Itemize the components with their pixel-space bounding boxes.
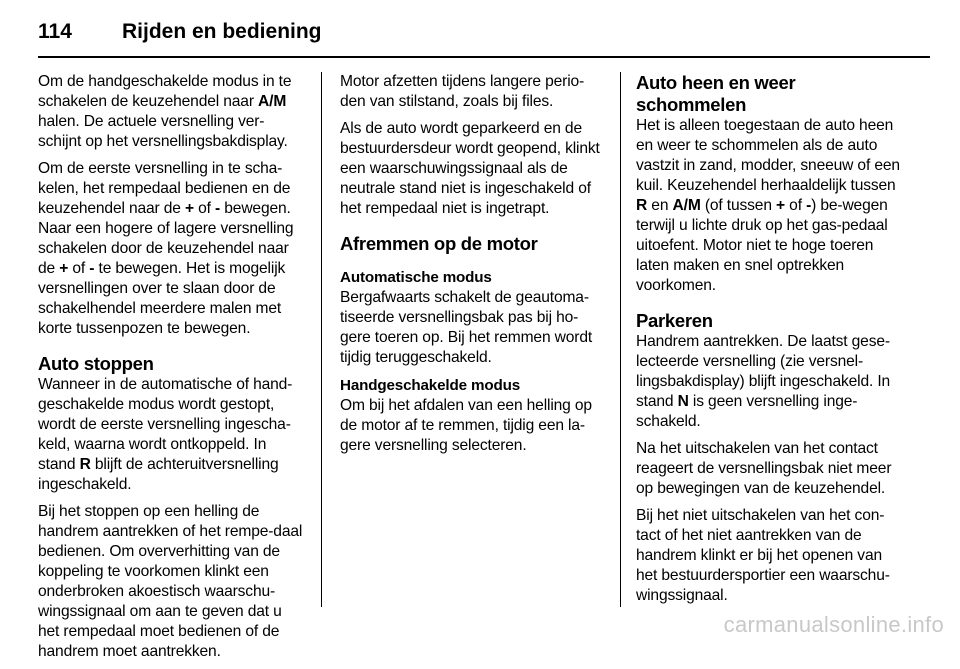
section-heading-parkeren: Parkeren xyxy=(636,310,713,331)
paragraph: Om de eerste versnelling in te scha-kelen, het rempedaal bedienen en de keuzehendel naar de + of - bewegen. Naar een hogere of lagere versnelling schakelen door de keuzehendel naar de + of - te bewegen. Het is mogelijk versnellingen over te slaan door de schakelhendel meerdere malen met korte tussenpozen te bewegen. xyxy=(38,160,294,337)
paragraph: Handrem aantrekken. De laatst gese-lecteerde versnelling (zie versnel-lingsbakdisplay) blijft ingeschakeld. In stand N is geen versnelling inge-schakeld. xyxy=(636,333,891,430)
column-divider xyxy=(620,72,621,607)
paragraph: Wanneer in de automatische of hand-geschakelde modus wordt gestopt, wordt de eerste versnelling ingescha-keld, waarna wordt ontkoppeld. In stand R blijft de achteruitversnelling ingeschakeld. xyxy=(38,376,293,493)
paragraph: Bergafwaarts schakelt de geautoma-tiseerde versnellingsbak pas bij ho-gere toeren op. Bij het remmen wordt tijdig teruggeschakeld. xyxy=(340,289,593,366)
paragraph: Het is alleen toegestaan de auto heen en weer te schommelen als de auto vastzit in zand, modder, sneeuw of een kuil. Keuzehendel herhaaldelijk tussen R en A/M (of tussen + of -) be-wegen terwijl u lichte druk op het gas-pedaal uitoefent. Motor niet te hoge toeren laten maken en snel optrekken voorkomen. xyxy=(636,117,900,294)
header-rule xyxy=(38,56,930,58)
paragraph: Bij het niet uitschakelen van het con-tact of het niet aantrekken van de handrem klinkt er bij het openen van het bestuurdersportier een waarschu-wingssignaal. xyxy=(636,507,890,604)
column-divider xyxy=(321,72,322,607)
section-heading-afremmen: Afremmen op de motor xyxy=(340,233,538,254)
section-heading-auto-stoppen: Auto stoppen xyxy=(38,353,154,374)
section-heading-schommelen: Auto heen en weer schommelen xyxy=(636,72,796,115)
subheading-handgeschakelde-modus: Handgeschakelde modus xyxy=(340,377,520,394)
paragraph: Om bij het afdalen van een helling op de motor af te remmen, tijdig een la-gere versnelling selecteren. xyxy=(340,397,592,454)
page-header xyxy=(38,14,922,50)
paragraph: Om de handgeschakelde modus in te schakelen de keuzehendel naar A/M halen. De actuele versnelling ver-schijnt op het versnellingsbakdisplay. xyxy=(38,73,292,150)
column-3 xyxy=(636,72,902,613)
paragraph: Na het uitschakelen van het contact reageert de versnellingsbak niet meer op bewegingen van de keuzehendel. xyxy=(636,440,892,497)
paragraph: Als de auto wordt geparkeerd en de bestuurdersdeur wordt geopend, klinkt een waarschuwingssignaal als de neutrale stand niet is ingeschakeld of het rempedaal niet is ingetrapt. xyxy=(340,120,600,217)
page-title: Rijden en bediening xyxy=(122,20,322,43)
page-number: 114 xyxy=(38,20,72,43)
paragraph: Bij het stoppen op een helling de handrem aantrekken of het rempe-daal bedienen. Om oververhitting van de koppeling te voorkomen klinkt een onderbroken akoestisch waarschu-wingssignaal om aan te geven dat u het rempedaal moet bedienen of de handrem moet aantrekken. xyxy=(38,503,303,660)
paragraph: Motor afzetten tijdens langere perio-den van stilstand, zoals bij files. xyxy=(340,73,585,110)
subheading-automatische-modus: Automatische modus xyxy=(340,269,492,286)
watermark: carmanualsonline.info xyxy=(723,612,944,637)
column-1 xyxy=(38,72,304,669)
column-2 xyxy=(340,72,604,463)
